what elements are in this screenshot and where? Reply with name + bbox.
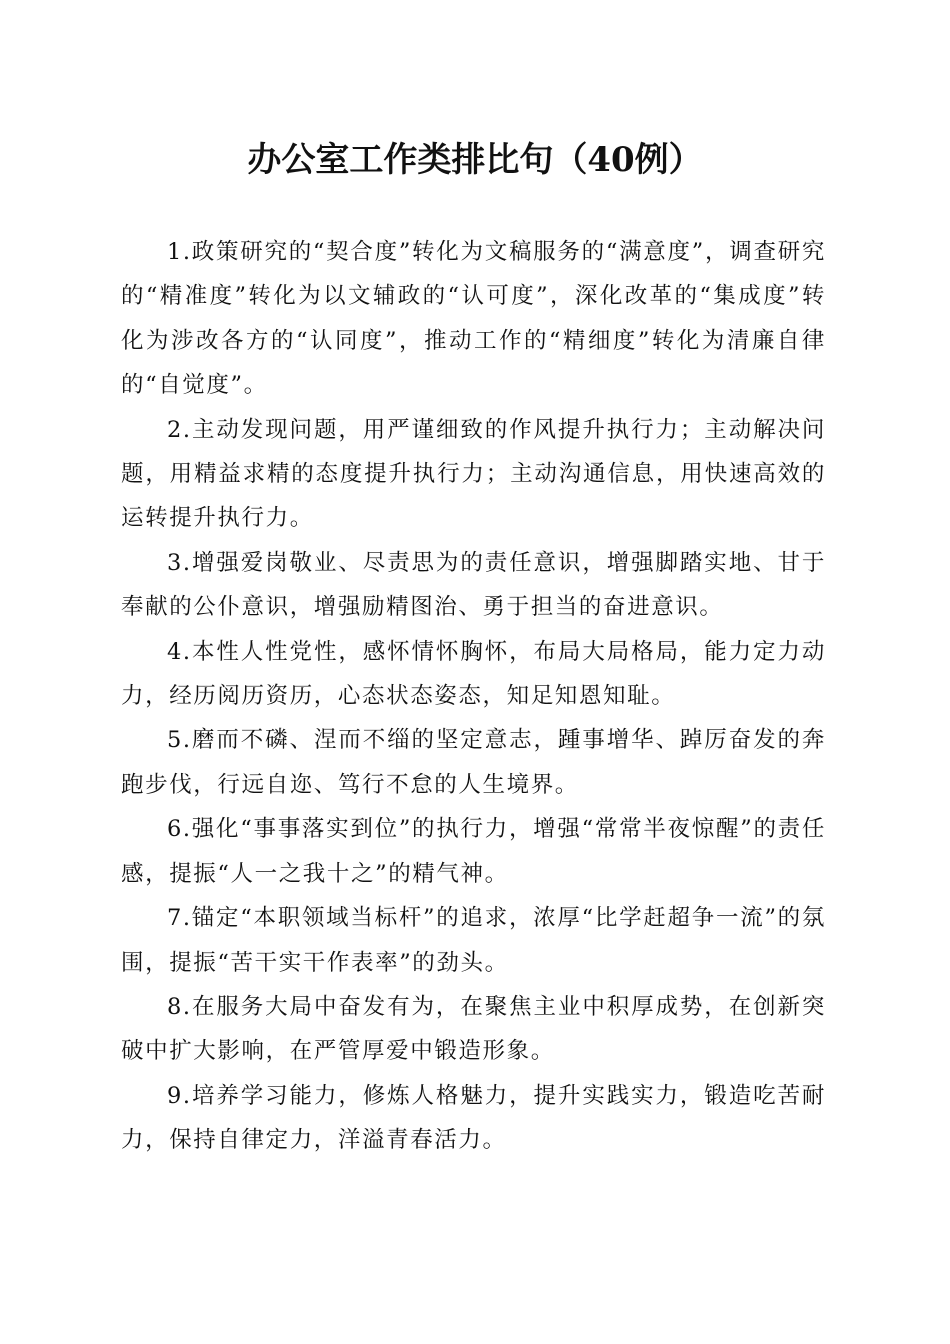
paragraph-8: 8.在服务大局中奋发有为，在聚焦主业中积厚成势，在创新突破中扩大影响，在严管厚爱中锻造形象。	[121, 993, 826, 1065]
paragraph-9: 9.培养学习能力，修炼人格魅力，提升实践实力，锻造吃苦耐力，保持自律定力，洋溢青春活力。	[121, 1082, 826, 1154]
document-body	[121, 230, 826, 1163]
paragraph-6: 6.强化“事事落实到位”的执行力，增强“常常半夜惊醒”的责任感，提振“人一之我十之”的精气神。	[121, 816, 826, 887]
paragraph-2: 2.主动发现问题，用严谨细致的作风提升执行力；主动解决问题，用精益求精的态度提升执行力；主动沟通信息，用快速高效的运转提升执行力。	[121, 416, 826, 532]
paragraph-1: 1.政策研究的“契合度”转化为文稿服务的“满意度”，调查研究的“精准度”转化为以文辅政的“认可度”，深化改革的“集成度”转化为涉改各方的“认同度”，推动工作的“精细度”转化为清廉自律的“自觉度”。	[121, 239, 826, 399]
paragraph-4: 4.本性人性党性，感怀情怀胸怀，布局大局格局，能力定力动力，经历阅历资历，心态状态姿态，知足知恩知耻。	[121, 638, 826, 710]
paragraph-7: 7.锚定“本职领域当标杆”的追求，浓厚“比学赶超争一流”的氛围，提振“苦干实干作表率”的劲头。	[121, 905, 826, 976]
paragraph-5: 5.磨而不磷、涅而不缁的坚定意志，踵事增华、踔厉奋发的奔跑步伐，行远自迩、笃行不怠的人生境界。	[121, 727, 826, 798]
page-title: 办公室工作类排比句（40例）	[247, 140, 703, 180]
paragraph-3: 3.增强爱岗敬业、尽责思为的责任意识，增强脚踏实地、甘于奉献的公仆意识，增强励精图治、勇于担当的奋进意识。	[121, 549, 826, 621]
